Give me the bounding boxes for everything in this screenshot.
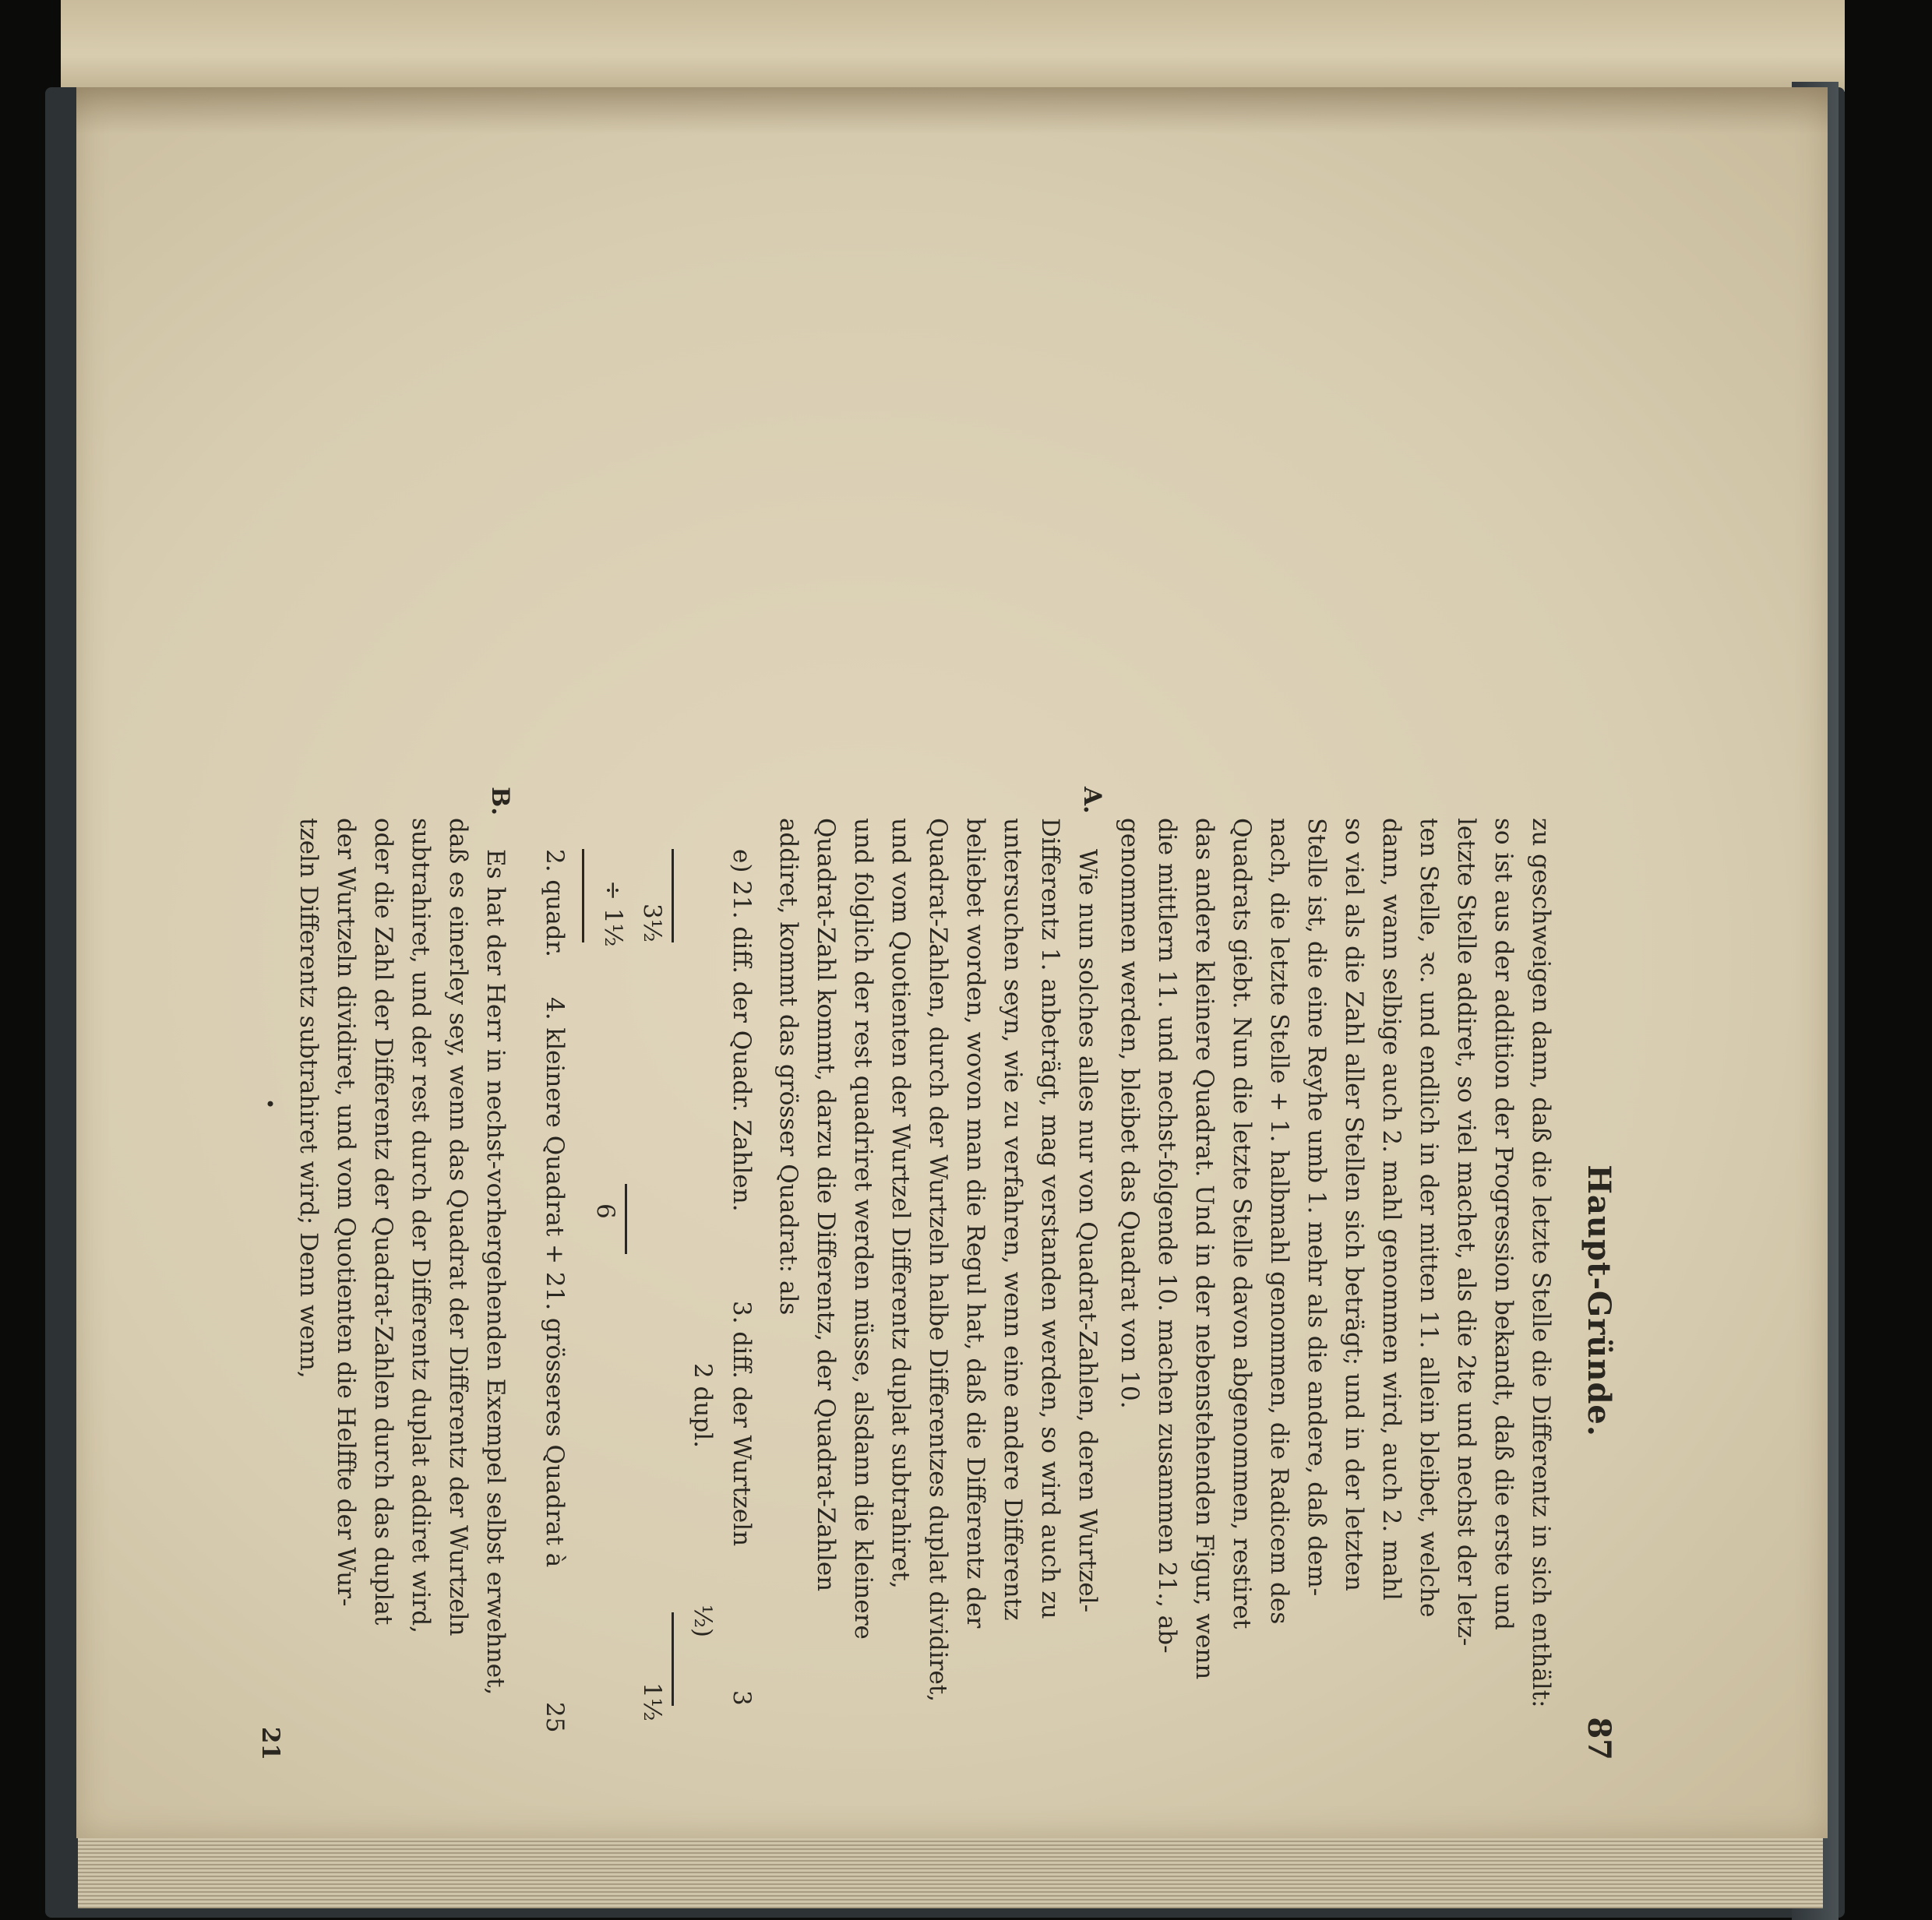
example-col2-top: 3. diff. der Wurtzeln xyxy=(728,1301,756,1547)
example-half-result: 1½ xyxy=(638,1682,666,1721)
body-line: der Wurtzeln dividiret, und vom Quotienten die Helffte der Wur- xyxy=(332,818,360,1607)
example-rule xyxy=(625,1184,627,1254)
example-result-value: 25 xyxy=(541,1702,569,1733)
section-marker-a: A. xyxy=(1078,787,1106,814)
body-line: beliebet worden, wovon man die Regul hat, daß die Differentz der xyxy=(961,818,989,1629)
example-rule xyxy=(672,1612,674,1706)
catchword: 21 xyxy=(256,1726,284,1760)
body-line: Differentz 1. anbeträgt, mag verstanden werden, so wird auch zu xyxy=(1036,818,1064,1619)
example-label: e) 21. diff. der Quadr. Zahlen. xyxy=(728,849,756,1212)
body-line: dann, wann selbige auch 2. mahl genommen wird, auch 2. mahl xyxy=(1377,818,1405,1601)
section-marker-b: B. xyxy=(486,787,514,816)
example-result-text: 4. kleinere Quadrat + 21. grösseres Quadrat à xyxy=(541,997,569,1568)
body-line: tzeln Differentz subtrahiret wird; Denn wenn, xyxy=(294,818,323,1379)
page-content xyxy=(249,787,1620,1784)
body-line: untersuchen seyn, wie zu verfahren, wenn eine andere Differentz xyxy=(999,818,1027,1621)
body-line: Stelle ist, die eine Reyhe umb 1. mehr als die andere, daß dem- xyxy=(1303,818,1331,1597)
body-line: und folglich der rest quadriret werden müsse, alsdann die kleinere xyxy=(849,818,877,1640)
example-six: 6 xyxy=(591,1203,619,1219)
running-title: Haupt-Gründe. xyxy=(1581,1164,1617,1437)
body-line: letzte Stelle addiret, so viel machet, als die 2te und nechst der letz- xyxy=(1452,818,1480,1647)
body-line: oder die Zahl der Differentz der Quadrat-Zahlen durch das duplat xyxy=(369,818,397,1626)
body-line: so ist aus der addition der Progression bekandt, daß die erste und xyxy=(1490,818,1518,1630)
body-line: so viel als die Zahl aller Stellen sich beträgt; und in der letzten xyxy=(1340,818,1368,1591)
signature-mark: • xyxy=(259,1098,280,1110)
example-col3-top: 3 xyxy=(728,1690,756,1706)
body-line: Quadrat-Zahl kommt, darzu die Differentz, der Quadrat-Zahlen xyxy=(812,818,840,1592)
example-rule xyxy=(672,849,674,942)
running-head xyxy=(1574,818,1620,1784)
body-line: Es hat der Herr in nechst-vorhergehenden Exempel selbst erwehnet, xyxy=(481,849,509,1696)
example-rule xyxy=(582,849,584,942)
body-line: subtrahiret, und der rest durch der Differentz duplat addiret wird, xyxy=(407,818,435,1634)
example-half: ½) xyxy=(689,1605,717,1638)
previous-page-edge xyxy=(61,0,1845,92)
body-line: zu geschweigen dann, daß die letzte Stelle die Differentz in sich enthält: xyxy=(1527,818,1555,1708)
example-left-b: ÷ 1½ xyxy=(599,880,627,947)
body-line: das andere kleinere Quadrat. Und in der nebenstehenden Figur, wenn xyxy=(1190,818,1218,1680)
body-line: ten Stelle, ꝛc. und endlich in der mitten 11. allein bleibet, welche xyxy=(1415,818,1443,1618)
body-line: nach, die letzte Stelle + 1. halbmahl genommen, die Radicem des xyxy=(1265,818,1293,1625)
body-line: Quadrats giebt. Nun die letzte Stelle davon abgenommen, restiret xyxy=(1228,818,1256,1629)
page-number: 87 xyxy=(1581,1717,1617,1760)
page-gutter-shadow xyxy=(76,87,1828,134)
body-line: genommen werden, bleibet das Quadrat von 10. xyxy=(1116,818,1144,1409)
body-line: und vom Quotienten der Wurtzel Differentz duplat subtrahiret, xyxy=(887,818,915,1589)
body-line: die mittlern 11. und nechst-folgende 10. machen zusammen 21., ab- xyxy=(1153,818,1181,1654)
example-left-c: 2. quadr. xyxy=(541,849,569,957)
example-col2-mid: 2 dupl. xyxy=(689,1363,717,1448)
body-line: Quadrat-Zahlen, durch der Wurtzeln halbe Differentzes duplat dividiret, xyxy=(924,818,952,1703)
body-line: daß es einerley sey, wenn das Quadrat der Differentz der Wurtzeln xyxy=(444,818,472,1636)
example-left-a: 3½ xyxy=(638,904,666,942)
body-line: addiret, kommt das grösser Quadrat: als xyxy=(774,818,802,1316)
body-line: Wie nun solches alles nur von Quadrat-Zahlen, deren Wurtzel- xyxy=(1074,849,1102,1613)
